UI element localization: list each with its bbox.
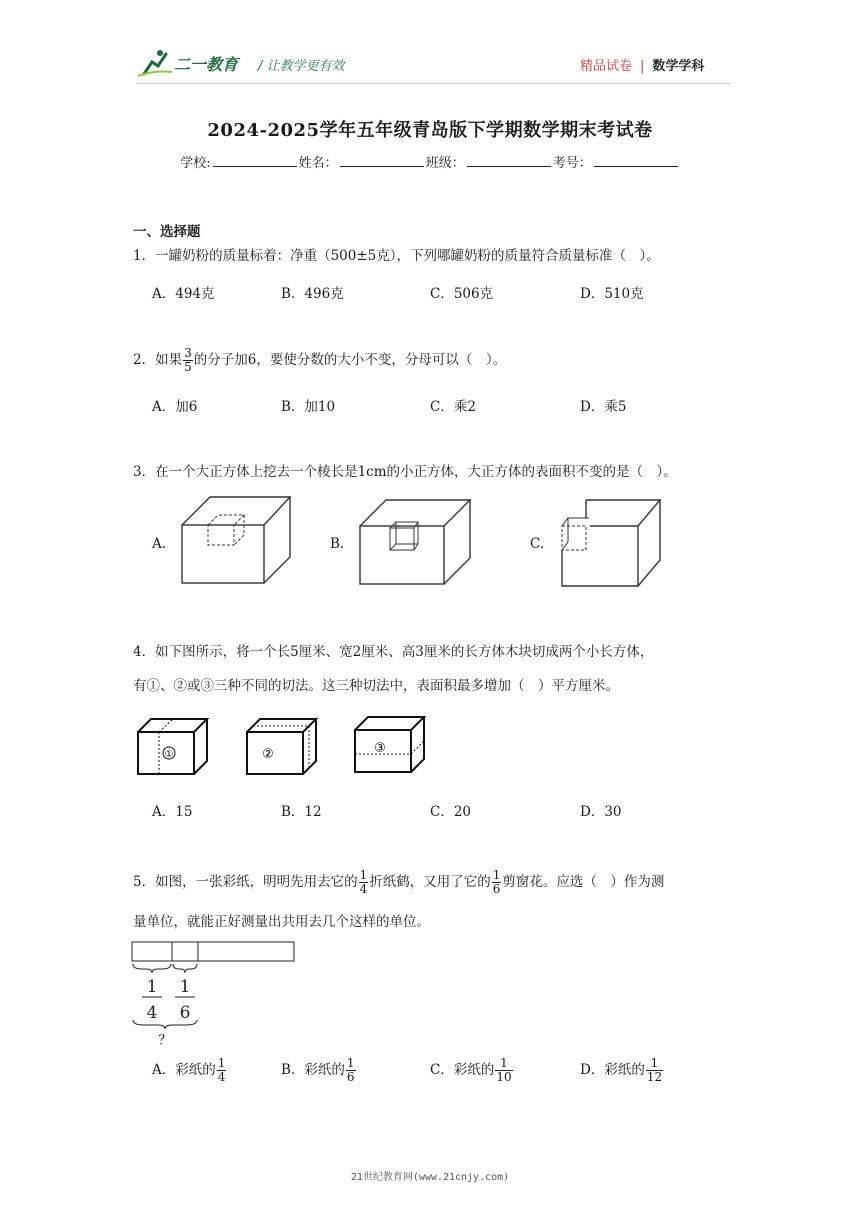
school-label: 学校: xyxy=(180,156,211,171)
q3-option-c: C. xyxy=(530,536,545,552)
number-blank xyxy=(594,154,678,167)
q1-option-b: B．496克 xyxy=(281,286,344,302)
block-1-diagram xyxy=(137,718,209,776)
q5-option-a: A．彩纸的 $\frac{1}{4}$ xyxy=(152,1056,226,1084)
question-4-line1: 4．如下图所示，将一个长5厘米、宽2厘米、高3厘米的长方体木块切成两个小长方体， xyxy=(133,644,654,660)
q2-option-c: C．乘2 xyxy=(430,399,476,415)
question-5-line1: 5．如图，一张彩纸，明明先用去它的 $\frac{1}{4}$ 折纸鹤，又用了它的 $\frac{1}{6}$ 剪窗花。应选（ ）作为测 xyxy=(133,868,665,896)
q3-option-b: B. xyxy=(330,536,345,552)
name-blank xyxy=(340,154,424,167)
label-1: ① xyxy=(164,749,174,760)
q1-option-c: C．506克 xyxy=(430,286,494,302)
cube-b-diagram xyxy=(358,498,468,588)
strip-frac2-num: 1 xyxy=(179,977,191,997)
strip-frac1-den: 4 xyxy=(146,1003,158,1023)
strip-frac2-den: 6 xyxy=(179,1003,191,1023)
class-label: 班级： xyxy=(425,156,465,171)
section-title: 一、选择题 xyxy=(133,224,201,240)
question-2: 2．如果 $\frac{3}{5}$ 的分子加6，要使分数的大小不变，分母可以（ ）。 xyxy=(133,346,507,374)
question-3: 3．在一个大正方体上挖去一个棱长是1cm的小正方体，大正方体的表面积不变的是（ ）。 xyxy=(133,464,677,480)
subject-label: 数学学科 xyxy=(652,59,705,74)
q2-option-b: B．加10 xyxy=(281,399,336,415)
q5-option-c: C．彩纸的 $\frac{1}{10}$ xyxy=(430,1056,512,1084)
question-4-line2: 有①、②或③三种不同的切法。这三种切法中，表面积最多增加（ ）平方厘米。 xyxy=(133,678,619,694)
class-blank xyxy=(467,154,551,167)
q5-option-d: D．彩纸的 $\frac{1}{12}$ xyxy=(580,1056,663,1084)
q5-option-b: B．彩纸的 $\frac{1}{6}$ xyxy=(281,1056,355,1084)
slogan: / 让教学更有效 xyxy=(258,59,345,74)
header-divider xyxy=(136,83,730,84)
q3-option-a: A. xyxy=(152,536,167,552)
strip-question-mark: ？ xyxy=(158,1033,172,1048)
number-label: 考号： xyxy=(552,156,592,171)
premium-label: 精品试卷 xyxy=(580,59,633,74)
exam-title: 2024-2025学年五年级青岛版下学期数学期末考试卷 xyxy=(207,120,653,141)
school-blank xyxy=(213,154,297,167)
fraction-1-6: $\frac{1}{6}$ xyxy=(492,868,501,896)
logo-text: 二一教育 xyxy=(174,55,239,74)
q1-option-d: D．510克 xyxy=(580,286,644,302)
q1-option-a: A．494克 xyxy=(152,286,215,302)
cube-a-diagram xyxy=(180,495,290,585)
paper-strip-diagram xyxy=(130,940,300,1050)
block-3-diagram xyxy=(354,716,426,778)
question-5-line2: 量单位，就能正好测量出共用去几个这样的单位。 xyxy=(133,914,430,930)
strip-frac1-num: 1 xyxy=(146,977,158,997)
q4-option-b: B．12 xyxy=(281,804,322,820)
q2-option-d: D．乘5 xyxy=(580,399,627,415)
label-3: ③ xyxy=(374,741,386,756)
fraction-3-5: $\frac{3}{5}$ xyxy=(184,346,192,374)
q2-option-a: A．加6 xyxy=(152,399,198,415)
q4-option-c: C．20 xyxy=(430,804,472,820)
q4-option-d: D．30 xyxy=(580,804,622,820)
fraction-1-4: $\frac{1}{4}$ xyxy=(359,868,368,896)
block-2-diagram xyxy=(246,718,318,776)
q4-option-a: A．15 xyxy=(152,804,193,820)
student-info xyxy=(0,152,860,171)
name-label: 姓名： xyxy=(298,156,338,171)
footer: 21世纪教育网(www.21cnjy.com) xyxy=(350,1172,510,1183)
label-2: ② xyxy=(262,747,274,762)
header-right: 精品试卷 | 数学学科 xyxy=(580,59,705,74)
question-1: 1．一罐奶粉的质量标着：净重（500±5克），下列哪罐奶粉的质量符合质量标准（ ）。 xyxy=(133,248,660,264)
cube-c-diagram xyxy=(560,498,660,588)
